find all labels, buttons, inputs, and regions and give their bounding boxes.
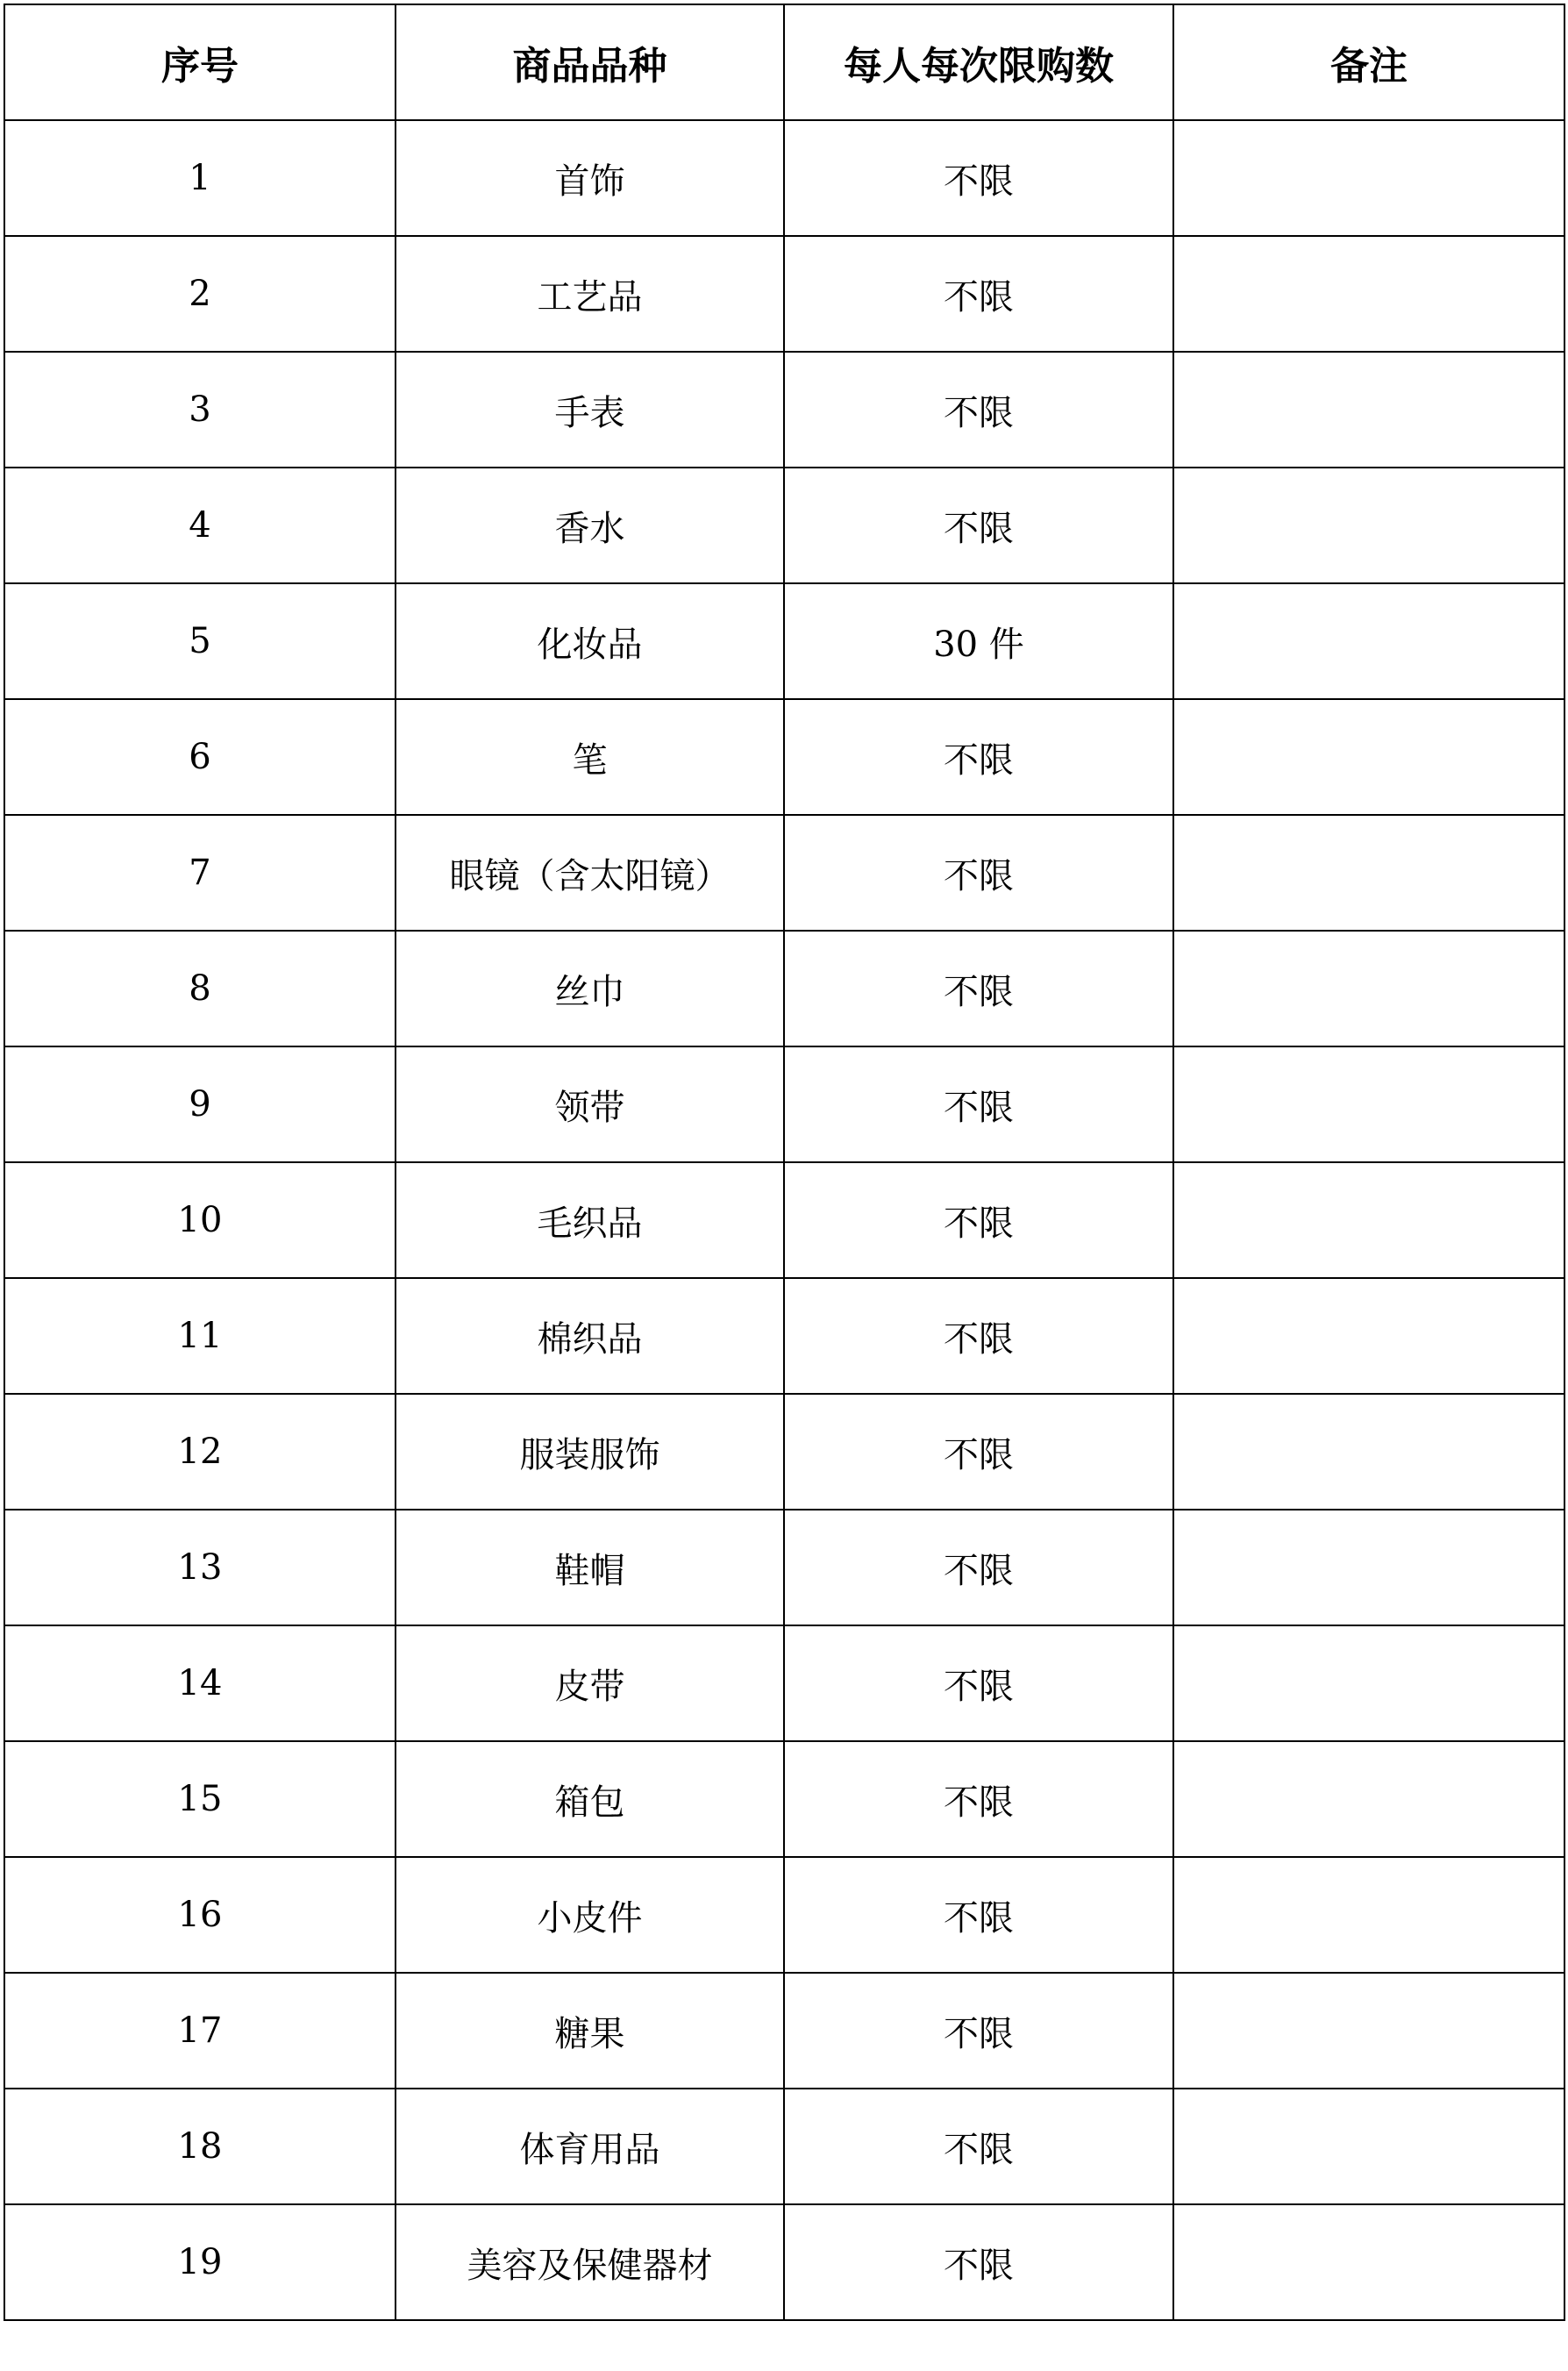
table-row: [4, 699, 1564, 815]
table-row: [4, 236, 1564, 352]
cell-product-category: 首饰: [396, 120, 784, 236]
cell-purchase-limit: 不限: [784, 2204, 1173, 2320]
cell-purchase-limit: 不限: [784, 2089, 1173, 2204]
cell-purchase-limit: 不限: [784, 931, 1173, 1046]
header-serial-number: 序号: [4, 4, 396, 120]
cell-remarks: [1173, 236, 1564, 352]
table-row: [4, 120, 1564, 236]
cell-purchase-limit: 不限: [784, 1278, 1173, 1394]
cell-product-category: 体育用品: [396, 2089, 784, 2204]
cell-remarks: [1173, 931, 1564, 1046]
cell-serial-number: 13: [4, 1510, 396, 1625]
cell-purchase-limit: 不限: [784, 120, 1173, 236]
cell-purchase-limit: 不限: [784, 1394, 1173, 1510]
header-purchase-limit: 每人每次限购数: [784, 4, 1173, 120]
table-row: [4, 1625, 1564, 1741]
cell-product-category: 眼镜（含太阳镜）: [396, 815, 784, 931]
cell-remarks: [1173, 1857, 1564, 1973]
cell-serial-number: 6: [4, 699, 396, 815]
table-row: [4, 468, 1564, 583]
table-row: [4, 583, 1564, 699]
cell-purchase-limit: 不限: [784, 1510, 1173, 1625]
cell-serial-number: 1: [4, 120, 396, 236]
cell-product-category: 美容及保健器材: [396, 2204, 784, 2320]
purchase-limit-table: [4, 4, 1565, 2321]
cell-purchase-limit: 不限: [784, 1625, 1173, 1741]
cell-remarks: [1173, 2204, 1564, 2320]
cell-remarks: [1173, 1278, 1564, 1394]
table-row: [4, 1162, 1564, 1278]
cell-purchase-limit: 不限: [784, 1046, 1173, 1162]
cell-serial-number: 19: [4, 2204, 396, 2320]
cell-serial-number: 5: [4, 583, 396, 699]
cell-serial-number: 12: [4, 1394, 396, 1510]
table-row: [4, 931, 1564, 1046]
table-row: [4, 1046, 1564, 1162]
cell-remarks: [1173, 699, 1564, 815]
table-row: [4, 815, 1564, 931]
cell-remarks: [1173, 352, 1564, 468]
cell-remarks: [1173, 1046, 1564, 1162]
table-row: [4, 1278, 1564, 1394]
cell-remarks: [1173, 1510, 1564, 1625]
cell-serial-number: 15: [4, 1741, 396, 1857]
cell-remarks: [1173, 1162, 1564, 1278]
table-row: [4, 1741, 1564, 1857]
cell-product-category: 毛织品: [396, 1162, 784, 1278]
cell-remarks: [1173, 2089, 1564, 2204]
header-product-category: 商品品种: [396, 4, 784, 120]
cell-serial-number: 11: [4, 1278, 396, 1394]
cell-purchase-limit: 不限: [784, 1857, 1173, 1973]
cell-purchase-limit: 不限: [784, 699, 1173, 815]
cell-product-category: 皮带: [396, 1625, 784, 1741]
cell-serial-number: 17: [4, 1973, 396, 2089]
cell-serial-number: 16: [4, 1857, 396, 1973]
cell-purchase-limit: 不限: [784, 1973, 1173, 2089]
cell-purchase-limit: 不限: [784, 1741, 1173, 1857]
cell-product-category: 笔: [396, 699, 784, 815]
cell-remarks: [1173, 815, 1564, 931]
cell-remarks: [1173, 583, 1564, 699]
cell-product-category: 棉织品: [396, 1278, 784, 1394]
table-row: [4, 2089, 1564, 2204]
cell-serial-number: 18: [4, 2089, 396, 2204]
cell-product-category: 工艺品: [396, 236, 784, 352]
table-row: [4, 352, 1564, 468]
cell-remarks: [1173, 1625, 1564, 1741]
cell-serial-number: 4: [4, 468, 396, 583]
table-header-row: [4, 4, 1564, 120]
cell-purchase-limit: 不限: [784, 468, 1173, 583]
cell-purchase-limit: 不限: [784, 352, 1173, 468]
table-row: [4, 1510, 1564, 1625]
cell-serial-number: 8: [4, 931, 396, 1046]
cell-remarks: [1173, 1741, 1564, 1857]
cell-serial-number: 2: [4, 236, 396, 352]
cell-remarks: [1173, 1973, 1564, 2089]
cell-purchase-limit: 30 件: [784, 583, 1173, 699]
cell-serial-number: 3: [4, 352, 396, 468]
cell-product-category: 丝巾: [396, 931, 784, 1046]
table-row: [4, 1857, 1564, 1973]
cell-remarks: [1173, 1394, 1564, 1510]
cell-product-category: 鞋帽: [396, 1510, 784, 1625]
cell-purchase-limit: 不限: [784, 1162, 1173, 1278]
table-row: [4, 1973, 1564, 2089]
cell-serial-number: 10: [4, 1162, 396, 1278]
cell-product-category: 服装服饰: [396, 1394, 784, 1510]
cell-product-category: 糖果: [396, 1973, 784, 2089]
cell-product-category: 箱包: [396, 1741, 784, 1857]
cell-serial-number: 14: [4, 1625, 396, 1741]
cell-serial-number: 7: [4, 815, 396, 931]
cell-purchase-limit: 不限: [784, 815, 1173, 931]
header-remarks: 备注: [1173, 4, 1564, 120]
cell-product-category: 化妆品: [396, 583, 784, 699]
cell-product-category: 小皮件: [396, 1857, 784, 1973]
table-row: [4, 1394, 1564, 1510]
cell-serial-number: 9: [4, 1046, 396, 1162]
cell-remarks: [1173, 468, 1564, 583]
cell-product-category: 手表: [396, 352, 784, 468]
cell-product-category: 香水: [396, 468, 784, 583]
cell-product-category: 领带: [396, 1046, 784, 1162]
cell-purchase-limit: 不限: [784, 236, 1173, 352]
cell-remarks: [1173, 120, 1564, 236]
table-row: [4, 2204, 1564, 2320]
